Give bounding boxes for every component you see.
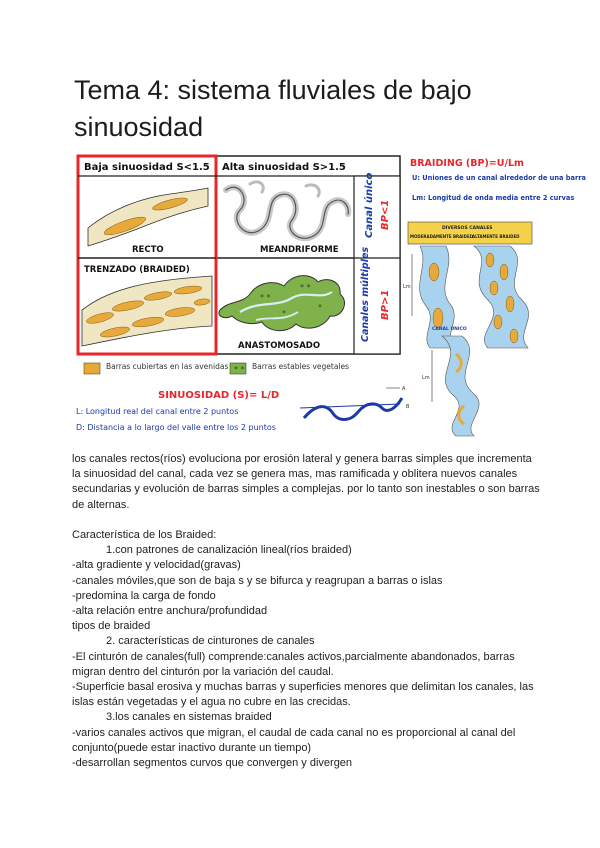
svg-text:* *: * * bbox=[300, 283, 311, 292]
section-1-item: -alta relación entre anchura/profundidad bbox=[72, 605, 268, 618]
legend-bars-covered: Barras cubiertas en las avenidas bbox=[106, 362, 229, 371]
svg-text:* *: * * bbox=[260, 293, 271, 302]
label-straight: RECTO bbox=[132, 245, 164, 255]
label-single-channel: Canal único bbox=[364, 172, 375, 238]
braided-sub-right: ALTAMENTE BRAIDED bbox=[472, 234, 520, 239]
header-low-sinuosity: Baja sinuosidad S<1.5 bbox=[84, 162, 210, 173]
legend-bars-vegetated: Barras estables vegetales bbox=[252, 362, 350, 371]
section-2-item: -El cinturón de canales(full) comprende:canales activos,parcialmente abandonados, barras migran dentro del cinturón por la variación del caudal. bbox=[72, 650, 515, 678]
section-1-item: -canales móviles,que son de baja s y se bifurca y reagrupan a barras o islas bbox=[72, 574, 443, 587]
single-channel-diagram bbox=[432, 336, 479, 436]
svg-text:*: * bbox=[318, 303, 322, 312]
svg-text:* *: * * bbox=[234, 365, 245, 374]
braided-channel-diagrams bbox=[412, 246, 529, 348]
section-2-item: -Superficie basal erosiva y muchas barras y superficies menores que delimitan los canales, las islas están vegetadas y el agua no cubre en las crecidas. bbox=[72, 681, 534, 709]
section-1-item: -predomina la carga de fondo bbox=[72, 589, 216, 602]
sinuosity-l-definition: L: Longitud real del canal entre 2 puntos bbox=[76, 407, 239, 416]
section-1-heading: 1.con patrones de canalización lineal(ríos braided) bbox=[106, 544, 352, 557]
svg-text:*: * bbox=[282, 309, 286, 318]
section-3-item: -varios canales activos que migran, el caudal de cada canal no es proporcional al canal del conjunto(puede estar inactivo durante un tiempo) bbox=[72, 726, 516, 754]
sinuosity-d-definition: D: Distancia a lo largo del valle entre los 2 puntos bbox=[76, 423, 276, 432]
label-multi-channel: Canales múltiples bbox=[360, 246, 371, 342]
lm-label-bottom: Lm bbox=[422, 375, 430, 381]
label-single-bp: BP<1 bbox=[380, 199, 391, 230]
braiding-title: BRAIDING (BP)=U/Lm bbox=[410, 158, 524, 169]
section-3-item: -desarrollan segmentos curvos que convergen y divergen bbox=[72, 757, 353, 770]
braiding-lm-definition: Lm: Longitud de onda media entre 2 curvas bbox=[412, 194, 575, 202]
section-2-heading: 2. características de cinturones de canales bbox=[106, 635, 315, 648]
intro-paragraph: los canales rectos(ríos) evoluciona por erosión lateral y genera barras simples que incrementa la sinuosidad del canal, cada vez se genera mas, mas ramificada y oblitera nuevos canales secundarias y evolución de barras simples a complejas. por lo tanto son inestables o son barras de alternas. bbox=[72, 453, 540, 511]
section-1-item: -alta gradiente y velocidad(gravas) bbox=[72, 559, 241, 572]
fluvial-systems-figure bbox=[70, 150, 586, 440]
braided-sub-left: MODERADAMENTE BRAIDED bbox=[410, 234, 474, 239]
point-a-label: A bbox=[402, 386, 406, 392]
header-high-sinuosity: Alta sinuosidad S>1.5 bbox=[222, 162, 346, 173]
lm-label-top: Lm bbox=[403, 284, 411, 290]
svg-text:Barras estables vegetales bbox=[252, 362, 349, 371]
braided-heading: Característica de los Braided: bbox=[72, 529, 217, 541]
svg-text:Barras cubiertas en las avenid bbox=[106, 362, 228, 371]
body-text bbox=[72, 452, 542, 771]
braiding-u-definition: U: Uniones de un canal alrededor de una barra bbox=[412, 174, 586, 182]
label-multi-bp: BP>1 bbox=[380, 289, 391, 320]
page-title: Tema 4: sistema fluviales de bajo sinuosidad bbox=[74, 75, 472, 142]
label-meandering: MEANDRIFORME bbox=[260, 245, 339, 255]
types-label: tipos de braided bbox=[72, 620, 151, 633]
sinuosity-formula: SINUOSIDAD (S)= L/D bbox=[158, 390, 280, 401]
legend-sand-swatch bbox=[84, 363, 100, 374]
label-braided: TRENZADO (BRAIDED) bbox=[84, 265, 190, 275]
section-3-heading: 3.los canales en sistemas braided bbox=[106, 711, 272, 724]
single-channel-label: CANAL ÚNICO bbox=[432, 327, 467, 332]
sinuosity-wave-diagram bbox=[300, 388, 402, 420]
label-anastomosed: ANASTOMOSADO bbox=[238, 341, 321, 351]
point-b-label: B bbox=[406, 404, 410, 410]
braided-channels-header: DIVERSOS CANALES bbox=[442, 226, 493, 231]
